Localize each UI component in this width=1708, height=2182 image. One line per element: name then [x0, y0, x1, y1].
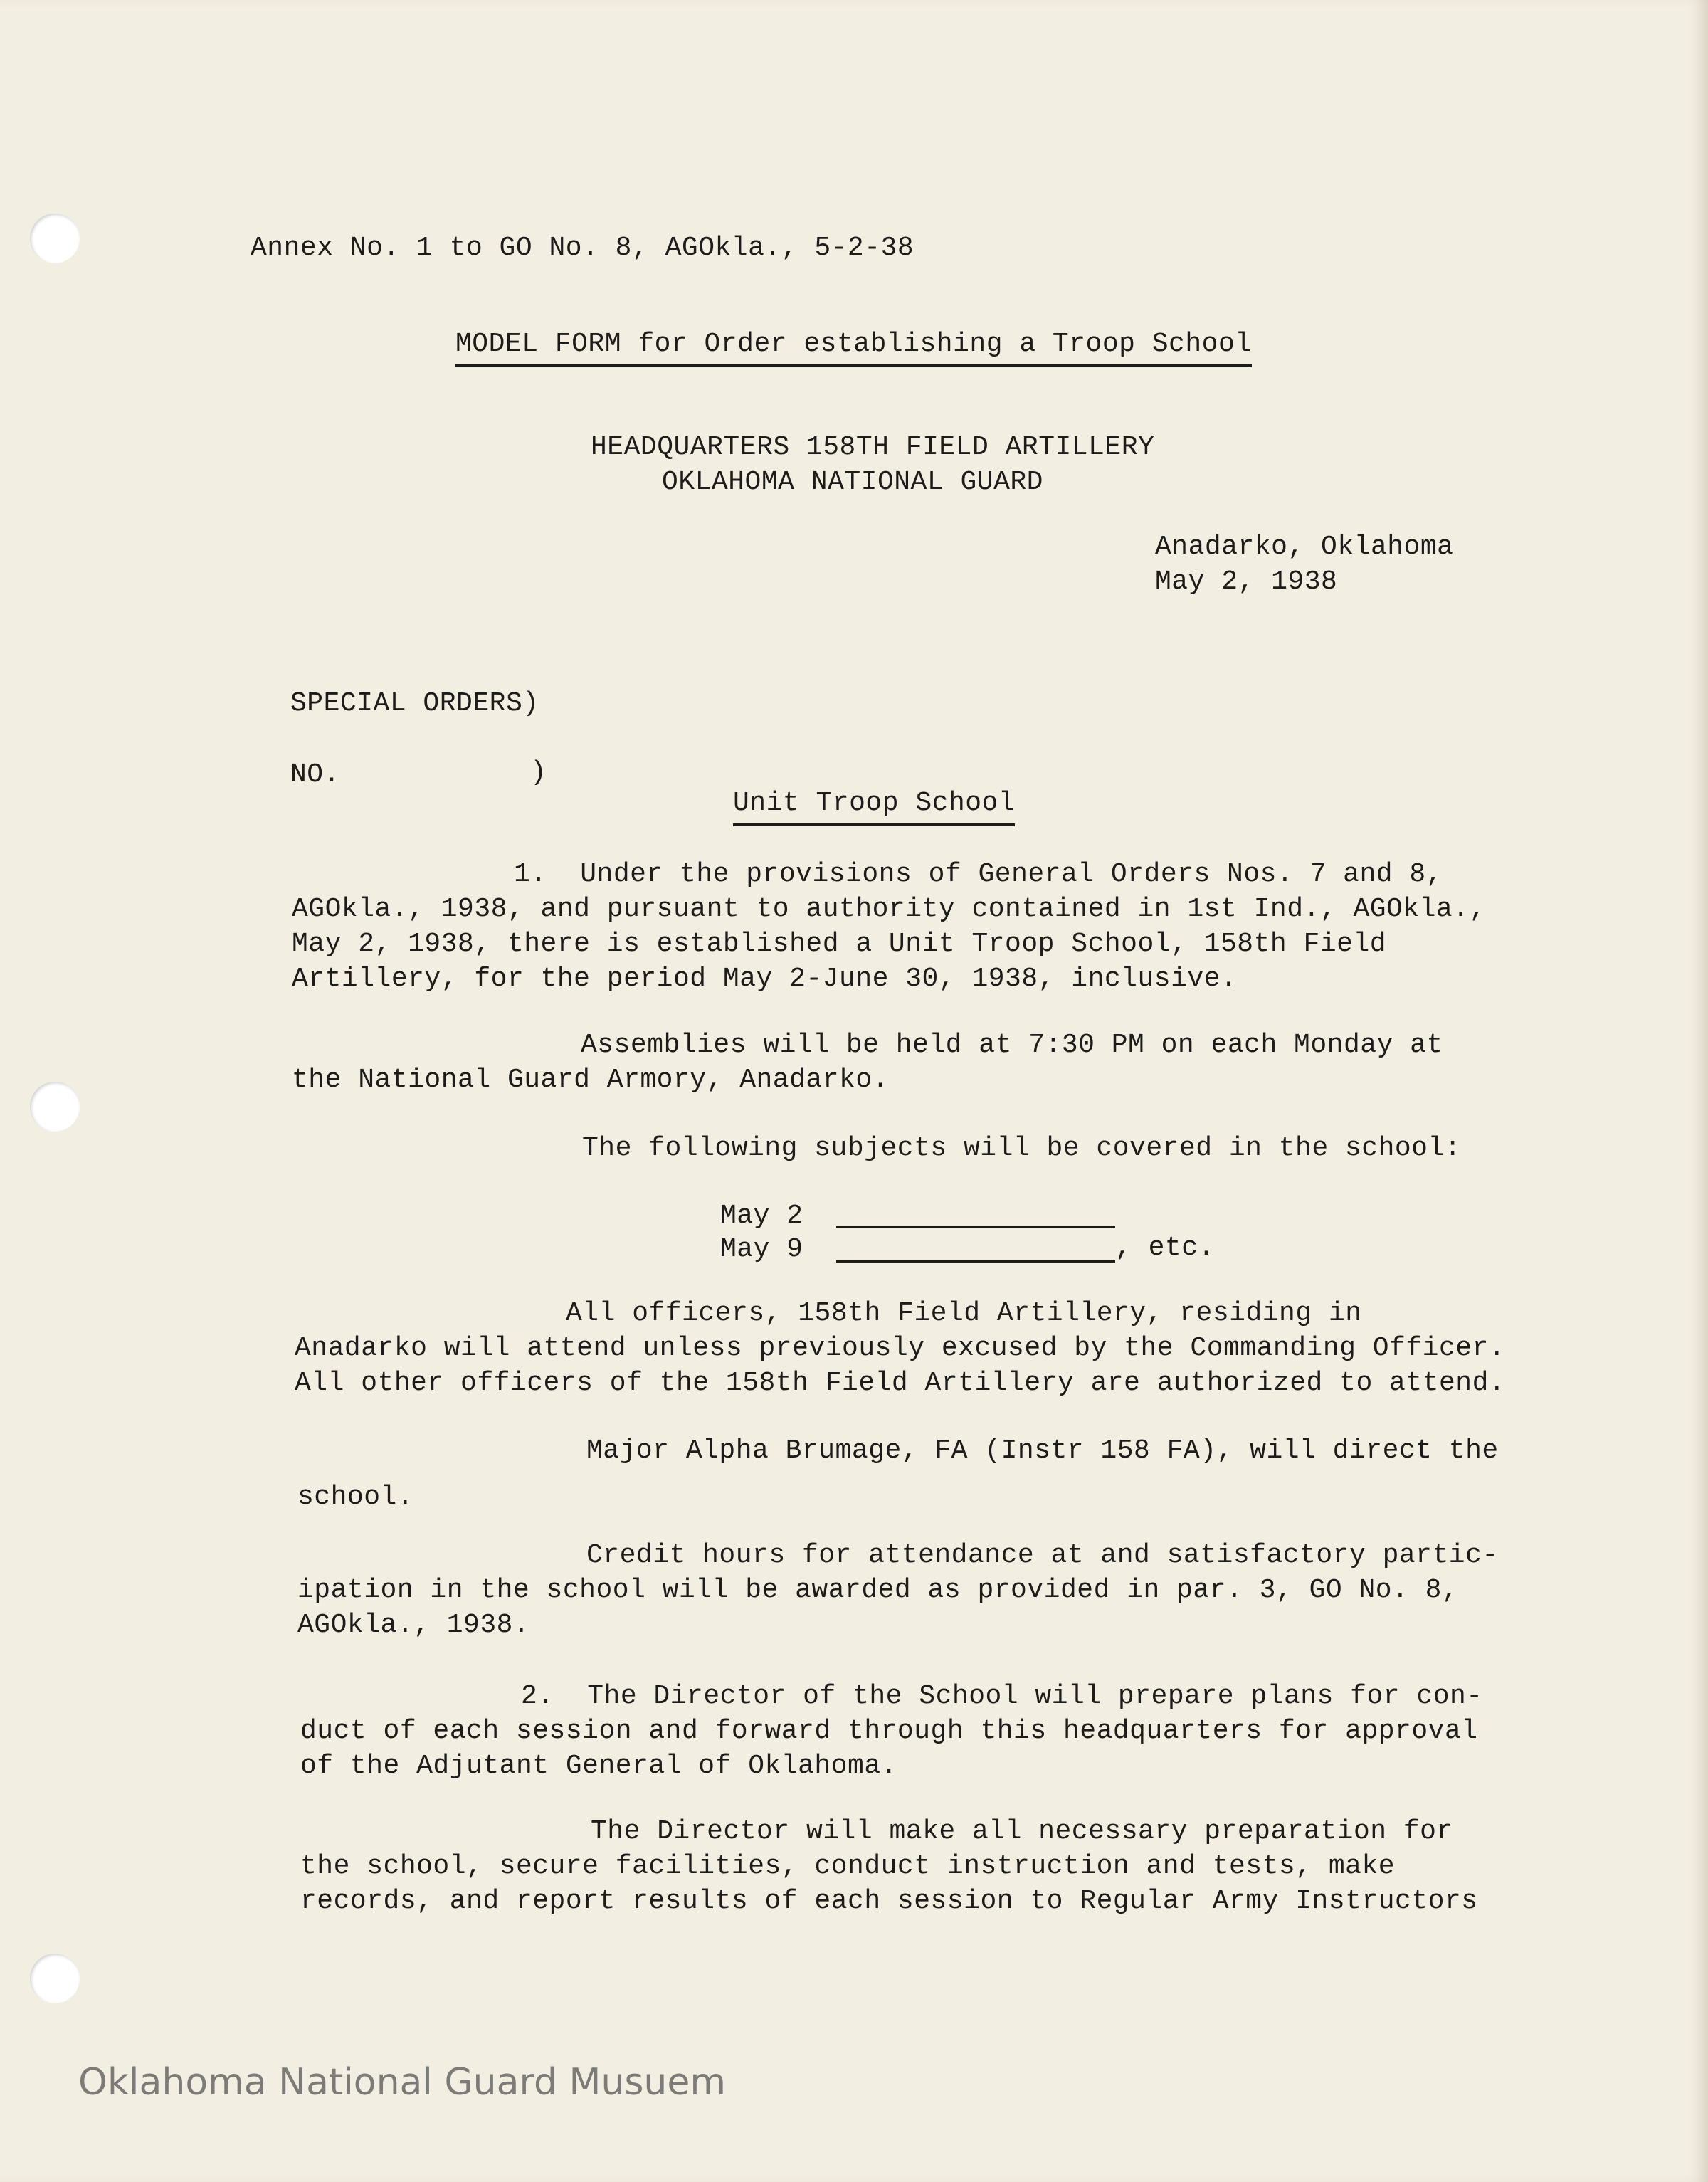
preparation-line: The Director will make all necessary preparation for: [591, 1816, 1453, 1847]
schedule-suffix: , etc.: [1115, 1233, 1215, 1263]
assemblies-line: the National Guard Armory, Anadarko.: [292, 1065, 889, 1095]
orders-number-bracket: ): [530, 757, 547, 788]
para1-line: AGOkla., 1938, and pursuant to authority contained in 1st Ind., AGOkla.,: [292, 894, 1486, 924]
officers-line: Anadarko will attend unless previously excused by the Commanding Officer.: [295, 1333, 1506, 1364]
assemblies-line: Assemblies will be held at 7:30 PM on each Monday at: [581, 1030, 1443, 1060]
punch-hole: [30, 214, 80, 263]
punch-hole: [30, 1082, 80, 1132]
officers-line: All officers, 158th Field Artillery, residing in: [566, 1298, 1362, 1329]
preparation-line: records, and report results of each session to Regular Army Instructors: [300, 1886, 1478, 1917]
date: May 2, 1938: [1155, 566, 1338, 597]
punch-hole: [30, 1954, 80, 2003]
schedule-blank: [836, 1226, 1115, 1228]
form-title: MODEL FORM for Order establishing a Troop School: [455, 327, 1252, 367]
officers-line: All other officers of the 158th Field Artillery are authorized to attend.: [295, 1368, 1506, 1398]
para2-line: 2. The Director of the School will prepare plans for con-: [521, 1681, 1483, 1712]
headquarters-line-2: OKLAHOMA NATIONAL GUARD: [662, 467, 1043, 497]
para1-line: 1. Under the provisions of General Orders Nos. 7 and 8,: [514, 859, 1443, 890]
headquarters-line-1: HEADQUARTERS 158TH FIELD ARTILLERY: [591, 432, 1155, 463]
place: Anadarko, Oklahoma: [1155, 532, 1454, 562]
schedule-date: May 9: [720, 1234, 803, 1265]
para1-line: Artillery, for the period May 2-June 30, 1938, inclusive.: [292, 964, 1238, 994]
museum-watermark: Oklahoma National Guard Musuem: [78, 2061, 727, 2104]
credit-line: Credit hours for attendance at and satisfactory partic-: [586, 1540, 1499, 1571]
para2-line: of the Adjutant General of Oklahoma.: [300, 1751, 897, 1781]
para2-line: duct of each session and forward through this headquarters for approval: [300, 1716, 1478, 1746]
subjects-intro: The following subjects will be covered in the school:: [582, 1133, 1462, 1164]
orders-number-label: NO.: [290, 759, 340, 790]
special-orders-label: SPECIAL ORDERS): [290, 688, 539, 719]
schedule-date: May 2: [720, 1201, 803, 1231]
director-line: school.: [297, 1482, 414, 1512]
schedule-blank: [836, 1260, 1115, 1263]
preparation-line: the school, secure facilities, conduct instruction and tests, make: [300, 1851, 1396, 1882]
annex-line: Annex No. 1 to GO No. 8, AGOkla., 5-2-38: [251, 233, 914, 263]
director-line: Major Alpha Brumage, FA (Instr 158 FA), will direct the: [586, 1435, 1499, 1466]
credit-line: AGOkla., 1938.: [297, 1610, 530, 1640]
para1-line: May 2, 1938, there is established a Unit Troop School, 158th Field: [292, 929, 1387, 959]
credit-line: ipation in the school will be awarded as provided in par. 3, GO No. 8,: [297, 1575, 1459, 1606]
section-title: Unit Troop School: [733, 786, 1015, 826]
